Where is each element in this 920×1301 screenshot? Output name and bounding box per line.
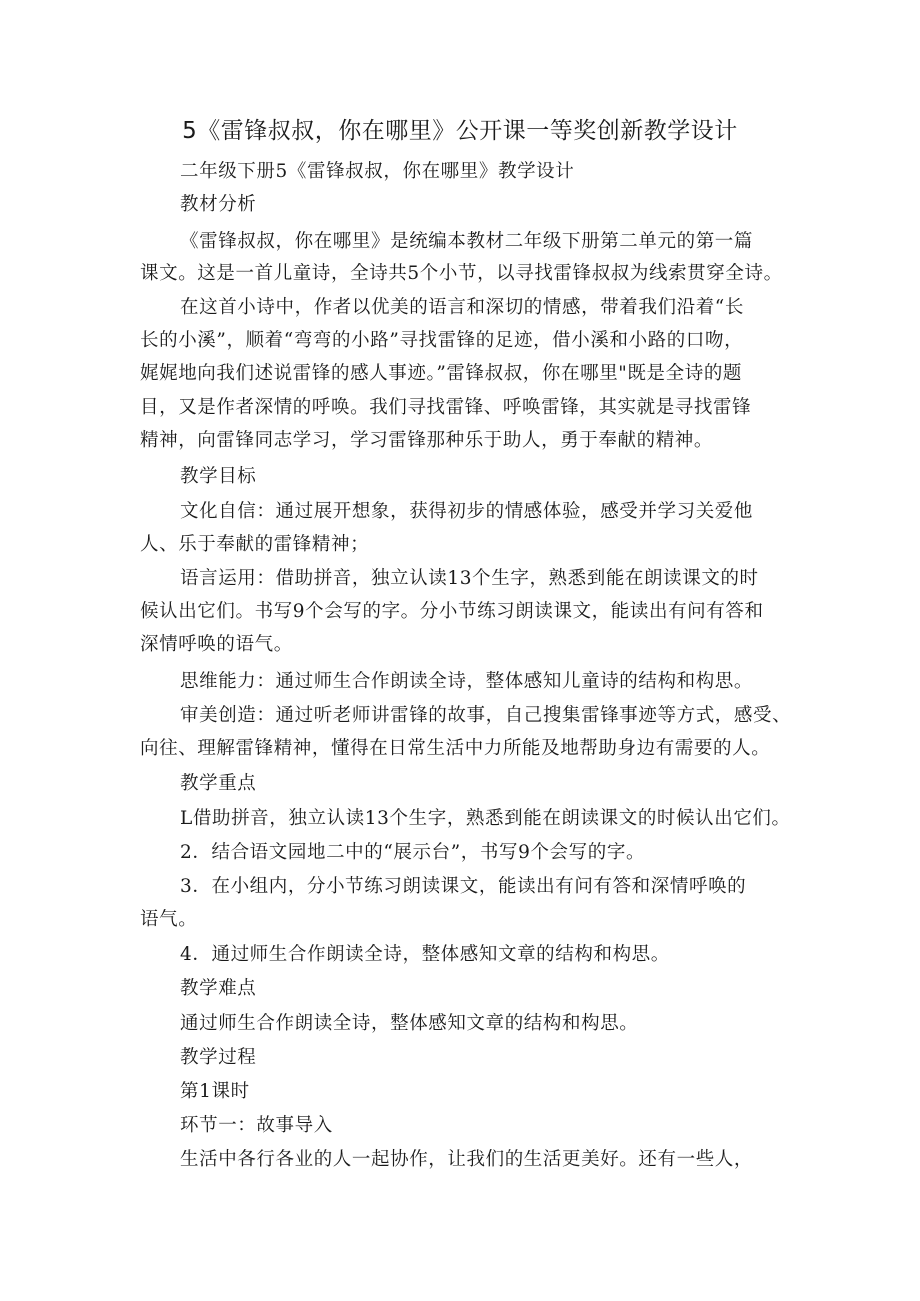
paragraph-line: 审美创造：通过听老师讲雷锋的故事，自己搜集雷锋事迹等方式，感受、	[180, 705, 792, 726]
paragraph-line: 精神，向雷锋同志学习，学习雷锋那种乐于助人，勇于奉献的精神。	[140, 430, 714, 451]
document-title: 5《雷锋叔叔，你在哪里》公开课一等奖创新教学设计	[182, 118, 738, 144]
paragraph-line: 课文。这是一首儿童诗，全诗共5个小节，以寻找雷锋叔叔为线索贯穿全诗。	[140, 263, 783, 284]
paragraph-line: 文化自信：通过展开想象，获得初步的情感体验，感受并学习关爱他	[180, 501, 754, 522]
paragraph-line: 通过师生合作朗读全诗，整体感知文章的结构和构思。	[180, 1013, 639, 1034]
paragraph-line: 语言运用：借助拼音，独立认读13个生字，熟悉到能在朗读课文的时	[180, 568, 759, 589]
section-heading-difficult-points: 教学难点	[180, 978, 257, 999]
paragraph-line: 目，又是作者深情的呼唤。我们寻找雷锋、呼唤雷锋，其实就是寻找雷锋	[140, 397, 752, 418]
paragraph-line: 在这首小诗中，作者以优美的语言和深切的情感，带着我们沿着“长	[180, 297, 744, 318]
section-heading-key-points: 教学重点	[180, 773, 257, 794]
list-item: L借助拼音，独立认读13个生字，熟悉到能在朗读课文的时候认出它们。	[180, 808, 791, 829]
paragraph-line: 人、乐于奉献的雷锋精神；	[140, 534, 370, 555]
step-heading: 环节一：故事导入	[180, 1115, 333, 1136]
list-item-continuation: 语气。	[140, 909, 198, 930]
list-item: 2．结合语文园地二中的“展示台”，书写9个会写的字。	[180, 842, 646, 863]
list-item: 3．在小组内，分小节练习朗读课文，能读出有问有答和深情呼唤的	[180, 876, 747, 897]
paragraph-line: 娓娓地向我们述说雷锋的感人事迹。”雷锋叔叔，你在哪里"既是全诗的题	[140, 363, 743, 384]
paragraph-line: 长的小溪”，顺着“弯弯的小路”寻找雷锋的足迹，借小溪和小路的口吻，	[140, 330, 744, 351]
paragraph-line: 生活中各行各业的人一起协作，让我们的生活更美好。还有一些人，	[180, 1149, 754, 1170]
paragraph-line: 《雷锋叔叔，你在哪里》是统编本教材二年级下册第二单元的第一篇	[180, 231, 754, 252]
subtitle-line: 二年级下册5《雷锋叔叔，你在哪里》教学设计	[180, 161, 575, 182]
section-heading-teaching-process: 教学过程	[180, 1047, 257, 1068]
paragraph-line: 向往、理解雷锋精神，懂得在日常生活中力所能及地帮助身边有需要的人。	[140, 738, 771, 759]
paragraph-line: 深情呼唤的语气。	[140, 634, 293, 655]
paragraph-line: 候认出它们。书写9个会写的字。分小节练习朗读课文，能读出有问有答和	[140, 601, 764, 622]
paragraph-line: 思维能力：通过师生合作朗读全诗，整体感知儿童诗的结构和构思。	[180, 671, 754, 692]
lesson-heading: 第1课时	[180, 1081, 250, 1102]
section-heading-teaching-goals: 教学目标	[180, 466, 257, 487]
list-item: 4．通过师生合作朗读全诗，整体感知文章的结构和构思。	[180, 944, 670, 965]
section-heading-textbook-analysis: 教材分析	[180, 194, 257, 215]
